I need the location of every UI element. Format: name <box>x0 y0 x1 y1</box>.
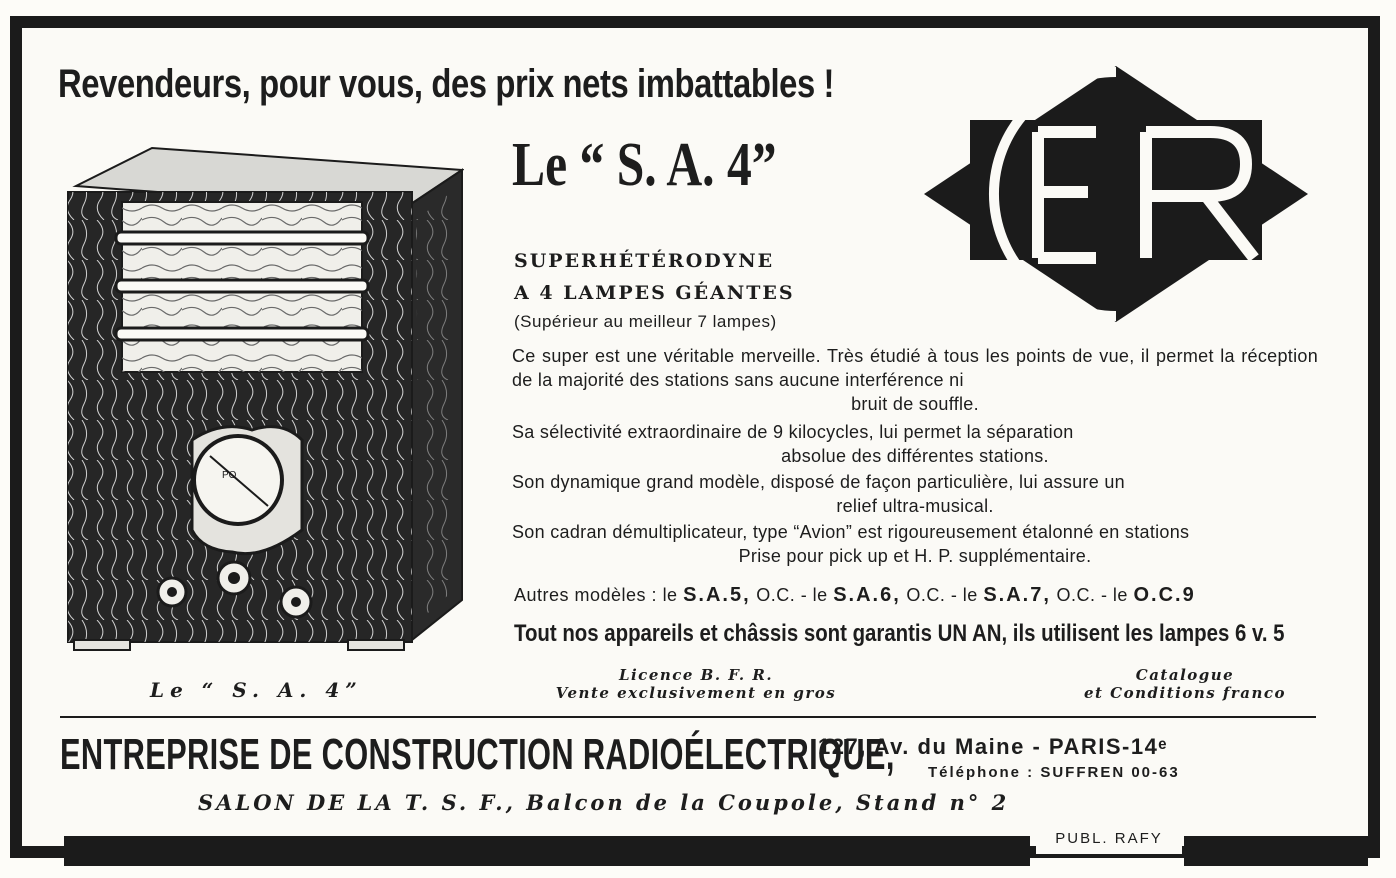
product-title: Le “ S. A. 4” <box>512 131 777 199</box>
guarantee-line: Tout nos appareils et châssis sont garantis UN AN, ils utilisent les lampes 6 v. 5 <box>514 620 1285 647</box>
product-subtitle-1: SUPERHÉTÉRODYNE <box>514 250 775 272</box>
bottom-shadow-bar-right <box>1184 836 1368 866</box>
body-paragraph-2-end: absolue des différentes stations. <box>781 446 1049 466</box>
company-name: ENTREPRISE DE CONSTRUCTION RADIOÉLECTRIQUE, <box>60 730 895 779</box>
body-paragraph-3-end: relief ultra-musical. <box>836 496 994 516</box>
publisher-credit: PUBL. RAFY <box>1036 824 1182 854</box>
catalogue-line-2: et Conditions franco <box>1083 684 1287 702</box>
body-paragraph-4 <box>512 520 1318 568</box>
radio-illustration <box>62 140 464 660</box>
bottom-shadow-bar <box>64 836 1030 866</box>
company-phone: Téléphone : SUFFREN 00-63 <box>928 764 1180 781</box>
catalogue-line-1: Catalogue <box>1135 666 1235 684</box>
models-sep-2: O.C. - le <box>906 585 978 605</box>
model-oc9: O.C.9 <box>1133 584 1196 606</box>
company-address: 127, Av. du Maine - PARIS-14ᵉ <box>818 734 1169 759</box>
body-paragraph-2-text: Sa sélectivité extraordinaire de 9 kilocycles, lui permet la séparation <box>512 422 1074 442</box>
models-prefix: Autres modèles : le <box>514 585 678 605</box>
body-paragraph-3 <box>512 470 1318 518</box>
salon-notice: SALON DE LA T. S. F., Balcon de la Coupole, Stand n° 2 <box>198 790 1010 815</box>
ecr-logo <box>920 62 1312 326</box>
body-paragraph-1 <box>512 344 1318 416</box>
body-paragraph-4-text: Son cadran démultiplicateur, type “Avion” est rigoureusement étalonné en stations <box>512 522 1190 542</box>
catalogue-block <box>1050 666 1320 702</box>
body-paragraph-4-end: Prise pour pick up et H. P. supplémentaire. <box>738 546 1092 566</box>
model-sa6: S.A.6, <box>833 584 901 606</box>
models-sep-1: O.C. - le <box>756 585 828 605</box>
body-paragraph-2 <box>512 420 1318 468</box>
other-models-line <box>514 584 1318 607</box>
body-paragraph-1-text: Ce super est une véritable merveille. Très étudié à tous les points de vue, il permet la réception de la majorité des stations sans aucune interférence ni <box>512 346 1318 390</box>
body-paragraph-3-text: Son dynamique grand modèle, disposé de façon particulière, lui assure un <box>512 472 1125 492</box>
divider <box>60 716 1316 718</box>
model-sa5: S.A.5, <box>683 584 751 606</box>
radio-caption: Le “ S. A. 4” <box>150 678 363 702</box>
license-block <box>516 666 876 702</box>
product-subtitle-2: A 4 LAMPES GÉANTES <box>514 282 795 304</box>
body-paragraph-1-end: bruit de souffle. <box>851 394 979 414</box>
license-line-1: Licence B. F. R. <box>618 666 774 684</box>
model-sa7: S.A.7, <box>983 584 1051 606</box>
dial-label: PO <box>222 470 237 481</box>
license-line-2: Vente exclusivement en gros <box>555 684 837 702</box>
models-sep-3: O.C. - le <box>1056 585 1128 605</box>
headline: Revendeurs, pour vous, des prix nets imbattables ! <box>58 62 835 106</box>
product-subtitle-3: (Supérieur au meilleur 7 lampes) <box>514 312 777 331</box>
